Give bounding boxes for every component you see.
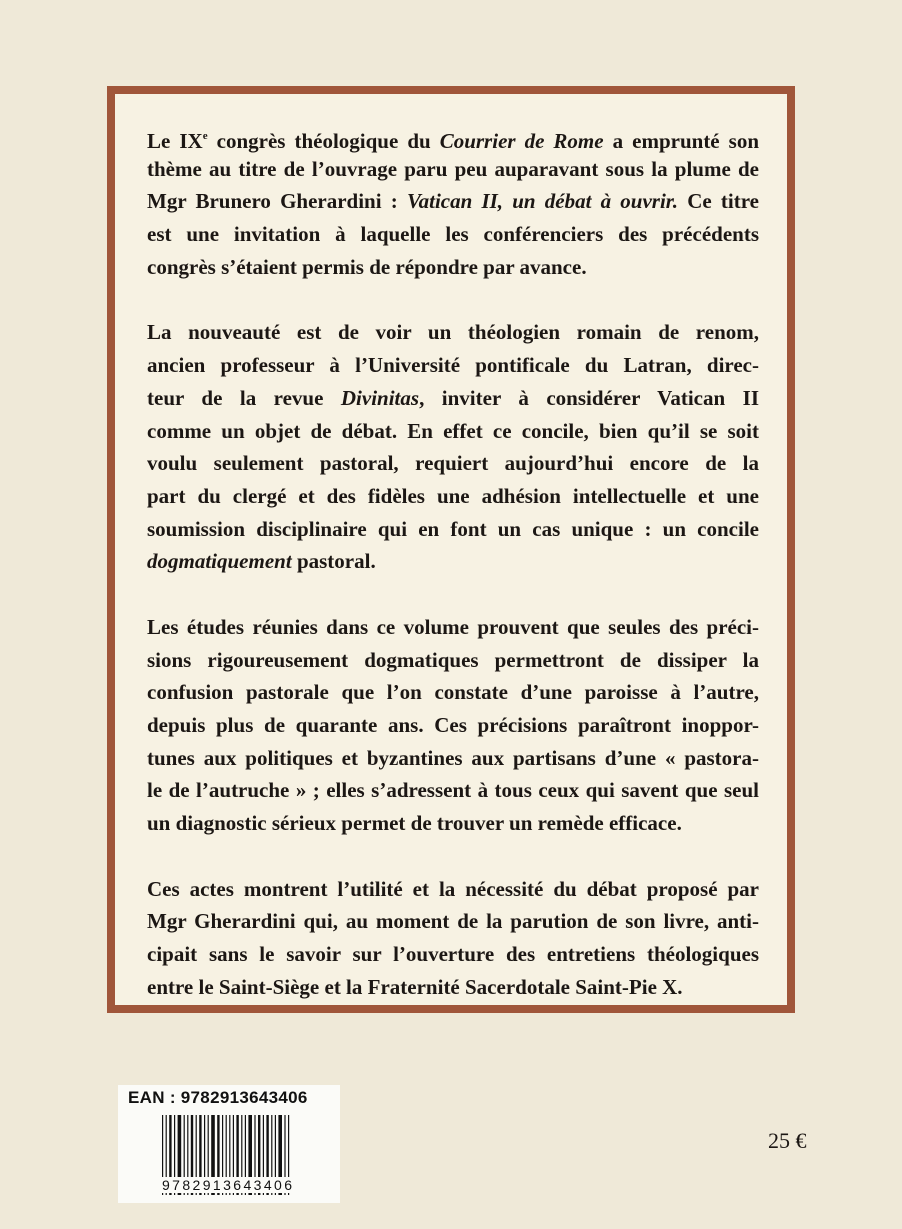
text-segment: Les études réunies dans ce volume prouvent que seules des préci- bbox=[147, 614, 759, 639]
paragraph bbox=[147, 316, 759, 578]
text-segment: le de l’autruche » ; elles s’adressent à tous ceux qui savent que seul bbox=[147, 778, 759, 803]
text-line bbox=[147, 644, 759, 677]
back-cover-frame bbox=[107, 86, 795, 1013]
text-segment: Le IX bbox=[147, 129, 203, 153]
text-line bbox=[147, 676, 759, 709]
text-segment: La nouveauté est de voir un théologien romain de renom, bbox=[147, 320, 759, 345]
text-segment: part du clergé et des fidèles une adhésion intellectuelle et une bbox=[147, 483, 759, 508]
price: 25 € bbox=[768, 1128, 807, 1153]
paragraph bbox=[147, 873, 759, 1004]
barcode-digits: 9782913643406 bbox=[162, 1177, 295, 1193]
text-line bbox=[147, 415, 759, 448]
text-line bbox=[147, 218, 759, 251]
text-line bbox=[147, 382, 759, 415]
text-segment: Ce titre bbox=[678, 189, 759, 214]
text-line bbox=[147, 120, 759, 153]
text-line bbox=[147, 480, 759, 513]
text-line bbox=[147, 545, 759, 578]
text-line bbox=[147, 153, 759, 186]
text-line bbox=[147, 513, 759, 546]
text-segment: sions rigoureusement dogmatiques permettront de dissiper la bbox=[147, 647, 759, 672]
text-segment: pastoral. bbox=[291, 549, 376, 574]
text-segment: comme un objet de débat. En effet ce concile, bien qu’il se soit bbox=[147, 418, 759, 443]
italic-text: Courrier de Rome bbox=[439, 129, 604, 153]
text-line bbox=[147, 611, 759, 644]
text-segment: , inviter à considérer Vatican II bbox=[419, 385, 759, 410]
text-segment: congrès théologique du bbox=[207, 129, 440, 153]
text-line bbox=[147, 905, 759, 938]
paragraph bbox=[147, 120, 759, 283]
paragraph bbox=[147, 611, 759, 840]
text-segment: entre le Saint-Siège et la Fraternité Sacerdotale Saint-Pie X. bbox=[147, 974, 683, 999]
text-segment: teur de la revue bbox=[147, 385, 341, 410]
text-line bbox=[147, 349, 759, 382]
italic-text: dogmatiquement bbox=[147, 549, 292, 574]
blurb-text bbox=[147, 120, 759, 1037]
italic-text: Divinitas bbox=[340, 385, 420, 410]
text-segment: e bbox=[202, 130, 208, 142]
text-segment: confusion pastorale que l’on constate d’une paroisse à l’autre, bbox=[147, 680, 759, 705]
text-line bbox=[147, 938, 759, 971]
text-line bbox=[147, 316, 759, 349]
text-segment: soumission disciplinaire qui en font un cas unique : un concile bbox=[147, 516, 759, 541]
text-segment: ancien professeur à l’Université pontificale du Latran, direc- bbox=[147, 353, 759, 378]
text-line bbox=[147, 251, 759, 284]
text-line bbox=[147, 807, 759, 840]
text-segment: Ces actes montrent l’utilité et la nécessité du débat proposé par bbox=[147, 876, 759, 901]
text-segment: a emprunté son bbox=[603, 129, 760, 153]
barcode bbox=[118, 1085, 340, 1203]
text-segment: Mgr Brunero Gherardini : bbox=[147, 189, 407, 214]
text-segment: depuis plus de quarante ans. Ces précisions paraîtront inoppor- bbox=[147, 713, 759, 737]
text-line bbox=[147, 185, 759, 218]
ean-label: EAN : 9782913643406 bbox=[128, 1088, 308, 1107]
text-line bbox=[147, 873, 759, 906]
text-line bbox=[147, 971, 759, 1004]
text-line bbox=[147, 709, 759, 742]
text-line bbox=[147, 774, 759, 807]
text-segment: cipait sans le savoir sur l’ouverture des entretiens théologiques bbox=[147, 942, 759, 967]
text-line bbox=[147, 447, 759, 480]
text-segment: thème au titre de l’ouvrage paru peu auparavant sous la plume de bbox=[147, 156, 759, 181]
italic-text: Vatican II, un débat à ouvrir. bbox=[406, 189, 679, 214]
text-line bbox=[147, 742, 759, 775]
text-segment: congrès s’étaient permis de répondre par avance. bbox=[147, 254, 587, 279]
text-segment: Mgr Gherardini qui, au moment de la parution de son livre, anti- bbox=[147, 909, 759, 934]
text-segment: un diagnostic sérieux permet de trouver un remède efficace. bbox=[147, 811, 682, 836]
text-segment: voulu seulement pastoral, requiert aujourd’hui encore de la bbox=[147, 451, 759, 476]
text-segment: est une invitation à laquelle les conférenciers des précédents bbox=[147, 222, 759, 247]
text-segment: tunes aux politiques et byzantines aux partisans d’une « pastora- bbox=[147, 745, 759, 770]
